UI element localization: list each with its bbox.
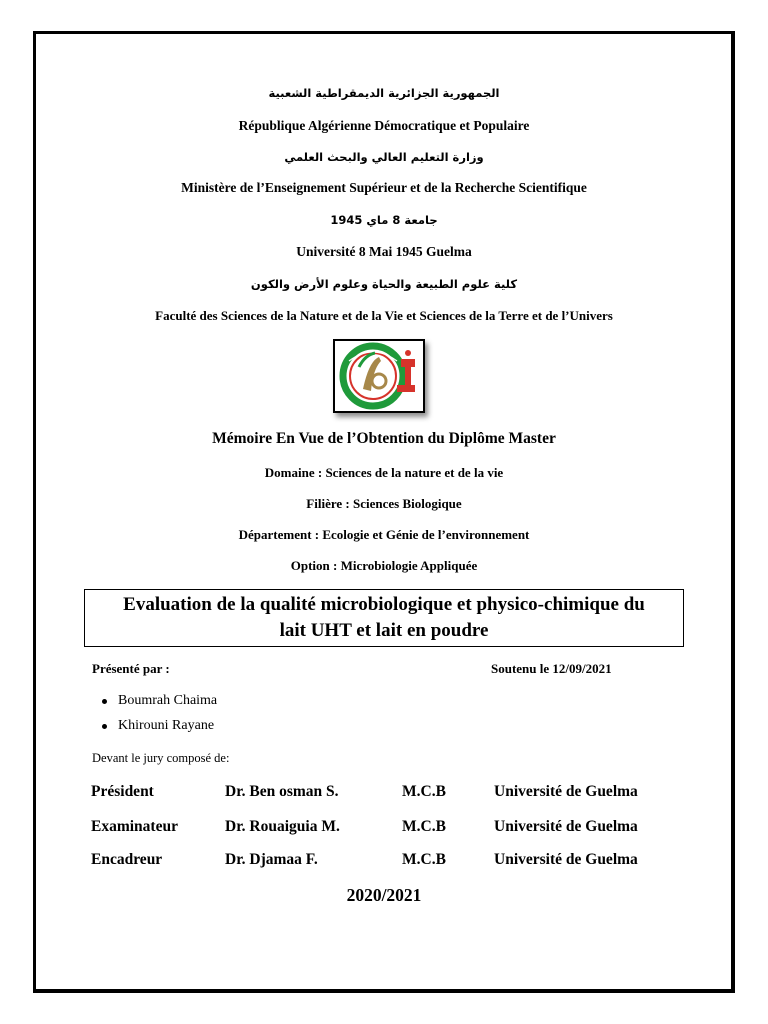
ministry-arabic: وزارة التعليم العالي والبحث العلمي	[284, 150, 484, 164]
jury-name: Dr. Ben osman S.	[225, 783, 339, 800]
departement: Département : Ecologie et Génie de l’environnement	[238, 527, 530, 542]
jury-grade: M.C.B	[402, 783, 446, 800]
university-logo	[333, 339, 425, 413]
bullet-icon	[102, 699, 107, 704]
jury-role: Encadreur	[91, 851, 163, 868]
jury-institution: Université de Guelma	[494, 783, 638, 800]
jury-grade: M.C.B	[402, 851, 446, 868]
student-item	[118, 693, 217, 709]
jury-row	[0, 818, 768, 838]
presented-by-label: Présenté par :	[92, 661, 170, 676]
jury-institution: Université de Guelma	[494, 818, 638, 835]
jury-name: Dr. Djamaa F.	[225, 851, 318, 868]
academic-year: 2020/2021	[346, 885, 422, 905]
thesis-title-box	[84, 589, 684, 647]
jury-row	[0, 851, 768, 871]
student-name: Khirouni Rayane	[118, 718, 215, 733]
option: Option : Microbiologie Appliquée	[290, 558, 478, 573]
ministry-french: Ministère de l’Enseignement Supérieur et de la Recherche Scientifique	[181, 180, 587, 195]
faculty-french: Faculté des Sciences de la Nature et de la Vie et Sciences de la Terre et de l’Univers	[155, 308, 613, 323]
jury-role: Président	[91, 783, 154, 800]
page-border	[33, 31, 735, 993]
student-item	[118, 718, 214, 734]
faculty-arabic: كلية علوم الطبيعة والحياة وعلوم الأرض والكون	[250, 277, 518, 291]
jury-role: Examinateur	[91, 818, 178, 835]
university-logo-icon	[335, 341, 423, 411]
domaine: Domaine : Sciences de la nature et de la vie	[264, 465, 504, 480]
thesis-title-line-1: Evaluation de la qualité microbiologique et physico-chimique du	[123, 594, 645, 615]
republic-french: République Algérienne Démocratique et Populaire	[238, 118, 530, 133]
university-french: Université 8 Mai 1945 Guelma	[296, 244, 472, 259]
jury-intro: Devant le jury composé de:	[92, 751, 230, 765]
memoire-heading: Mémoire En Vue de l’Obtention du Diplôme Master	[212, 430, 556, 447]
filiere: Filière : Sciences Biologique	[306, 496, 462, 511]
jury-institution: Université de Guelma	[494, 851, 638, 868]
jury-name: Dr. Rouaiguia M.	[225, 818, 340, 835]
thesis-title-line-2: lait UHT et lait en poudre	[279, 620, 489, 641]
defense-date: Soutenu le 12/09/2021	[491, 661, 612, 676]
republic-arabic: الجمهورية الجزائرية الديمقراطية الشعبية	[268, 86, 500, 100]
bullet-icon	[102, 724, 107, 729]
university-arabic: جامعة 8 ماي 1945	[330, 213, 438, 227]
jury-grade: M.C.B	[402, 818, 446, 835]
student-name: Boumrah Chaima	[118, 693, 218, 708]
jury-row	[0, 783, 768, 803]
